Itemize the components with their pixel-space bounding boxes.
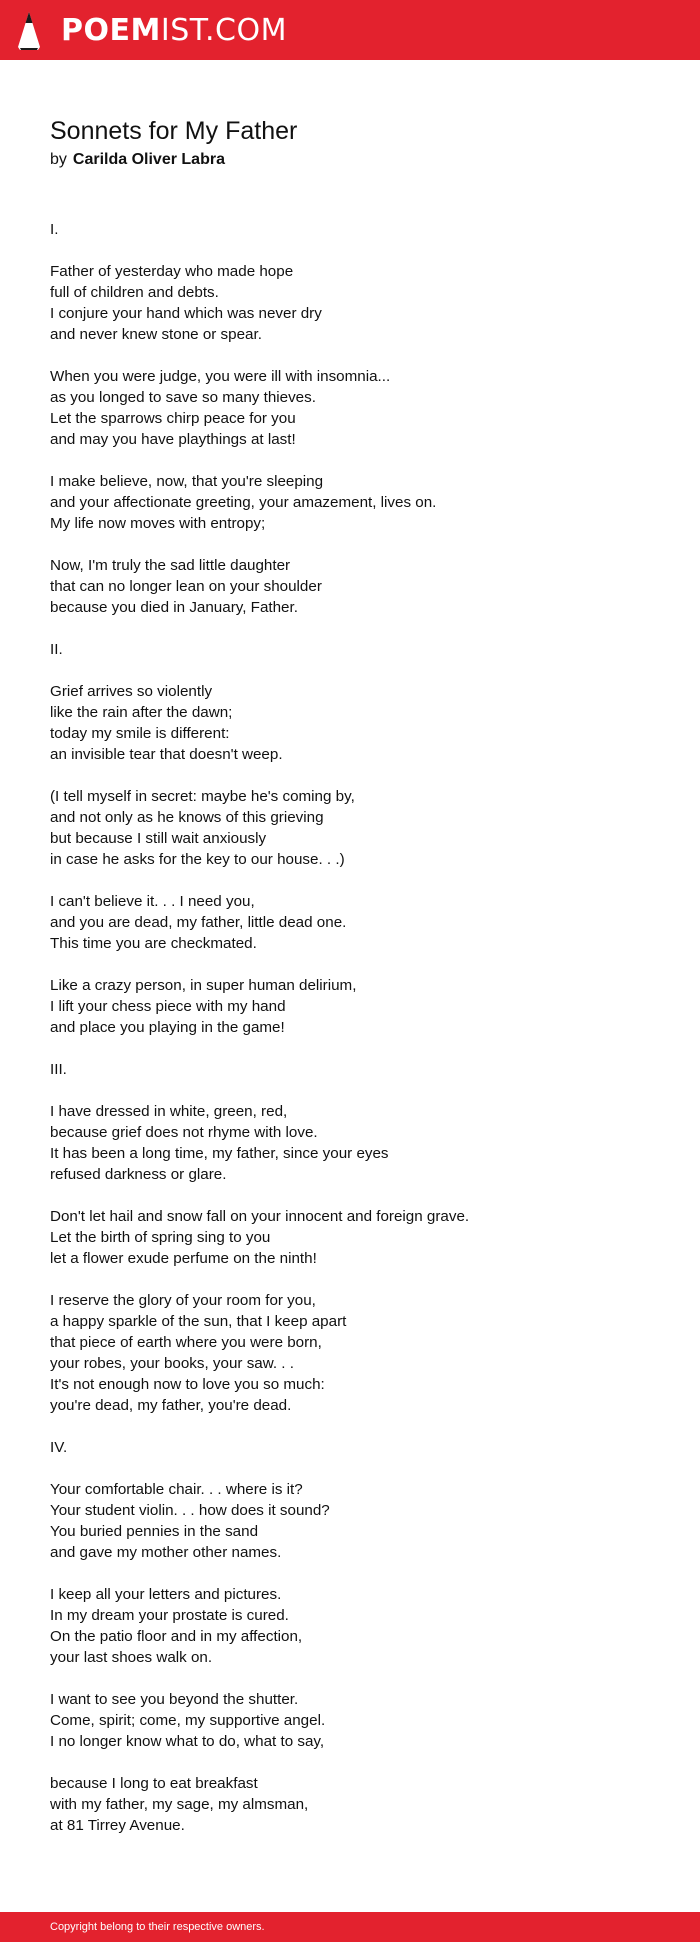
poem-line: Let the birth of spring sing to you (50, 1229, 271, 1246)
poem-line: III. (50, 1061, 67, 1078)
brand-light: IST.COM (160, 13, 287, 48)
poem-line: I no longer know what to do, what to say, (50, 1733, 325, 1750)
poem-line: It has been a long time, my father, since your eyes (50, 1145, 389, 1162)
author-name[interactable]: Carilda Oliver Labra (72, 151, 225, 168)
poem-line: I. (50, 221, 59, 238)
site-footer (0, 1912, 700, 1942)
poem-heading (50, 112, 670, 171)
poem-stanza (50, 681, 670, 765)
poem-line: and place you playing in the game! (50, 1019, 285, 1036)
poem-line: because grief does not rhyme with love. (50, 1124, 318, 1141)
page-title: Sonnets for My Father (50, 117, 298, 145)
poem-stanza (50, 1290, 670, 1416)
poem-line: and your affectionate greeting, your amazement, lives on. (50, 494, 437, 511)
poem-line: like the rain after the dawn; (50, 704, 233, 721)
poem-line: that piece of earth where you were born, (50, 1334, 322, 1351)
poem-line: full of children and debts. (50, 284, 219, 301)
poem-line: that can no longer lean on your shoulder (50, 578, 322, 595)
pencil-logo-icon (17, 11, 41, 51)
poem-line: Come, spirit; come, my supportive angel. (50, 1712, 326, 1729)
poem-line: Your comfortable chair. . . where is it? (50, 1481, 303, 1498)
poem-line: Grief arrives so violently (50, 683, 213, 700)
poem-line: (I tell myself in secret: maybe he's coming by, (50, 788, 355, 805)
poem-line: today my smile is different: (50, 725, 230, 742)
poem-line: and not only as he knows of this grieving (50, 809, 324, 826)
poem-line: When you were judge, you were ill with insomnia... (50, 368, 391, 385)
poem-line: II. (50, 641, 63, 658)
poem-line: but because I still wait anxiously (50, 830, 267, 847)
brand-bold: POEM (61, 13, 161, 48)
poem-body (50, 219, 670, 1857)
poem-stanza (50, 975, 670, 1038)
poem-line: as you longed to save so many thieves. (50, 389, 316, 406)
poem-line: IV. (50, 1439, 68, 1456)
poem-line: and may you have playthings at last! (50, 431, 296, 448)
poem-line: It's not enough now to love you so much: (50, 1376, 325, 1393)
poem-stanza (50, 1206, 670, 1269)
poem-line: refused darkness or glare. (50, 1166, 227, 1183)
poem-stanza (50, 1584, 670, 1668)
poem-line: and gave my mother other names. (50, 1544, 282, 1561)
poem-line: Your student violin. . . how does it sound? (50, 1502, 330, 1519)
poem-stanza (50, 639, 670, 660)
byline (50, 149, 670, 171)
poem-line: This time you are checkmated. (50, 935, 257, 952)
poem-line: because I long to eat breakfast (50, 1775, 258, 1792)
poem-line: In my dream your prostate is cured. (50, 1607, 289, 1624)
poem-stanza (50, 555, 670, 618)
site-logo[interactable] (17, 11, 287, 51)
poem-line: I reserve the glory of your room for you, (50, 1292, 316, 1309)
poem-stanza (50, 366, 670, 450)
poem-stanza (50, 219, 670, 240)
poem-line: Let the sparrows chirp peace for you (50, 410, 296, 427)
poem-line: Now, I'm truly the sad little daughter (50, 557, 291, 574)
poem-stanza (50, 261, 670, 345)
poem-line: a happy sparkle of the sun, that I keep apart (50, 1313, 347, 1330)
poem-line: I lift your chess piece with my hand (50, 998, 286, 1015)
poem-line: let a flower exude perfume on the ninth! (50, 1250, 317, 1267)
poem-stanza (50, 1059, 670, 1080)
poem-stanza (50, 1773, 670, 1836)
copyright-text: Copyright belong to their respective owners. (50, 1921, 265, 1933)
poem-line: I make believe, now, that you're sleeping (50, 473, 324, 490)
poem-line: and you are dead, my father, little dead one. (50, 914, 347, 931)
poem-line: My life now moves with entropy; (50, 515, 266, 532)
poem-line: because you died in January, Father. (50, 599, 298, 616)
poem-stanza (50, 1689, 670, 1752)
site-header (0, 0, 700, 60)
poem-stanza (50, 1101, 670, 1185)
poem-line: an invisible tear that doesn't weep. (50, 746, 283, 763)
poem-line: and never knew stone or spear. (50, 326, 262, 343)
poem-line: I keep all your letters and pictures. (50, 1586, 282, 1603)
by-label: by (50, 151, 67, 168)
poem-line: you're dead, my father, you're dead. (50, 1397, 292, 1414)
poem-line: with my father, my sage, my almsman, (50, 1796, 309, 1813)
poem-line: I conjure your hand which was never dry (50, 305, 322, 322)
site-brand (61, 11, 287, 51)
poem-stanza (50, 1437, 670, 1458)
poem-line: at 81 Tirrey Avenue. (50, 1817, 185, 1834)
poem-line: Don't let hail and snow fall on your innocent and foreign grave. (50, 1208, 470, 1225)
poem-line: your robes, your books, your saw. . . (50, 1355, 294, 1372)
poem-line: You buried pennies in the sand (50, 1523, 259, 1540)
poem-stanza (50, 1479, 670, 1563)
poem-line: I can't believe it. . . I need you, (50, 893, 255, 910)
poem-line: On the patio floor and in my affection, (50, 1628, 303, 1645)
poem-line: I have dressed in white, green, red, (50, 1103, 288, 1120)
poem-stanza (50, 891, 670, 954)
poem-line: Like a crazy person, in super human delirium, (50, 977, 357, 994)
poem-line: Father of yesterday who made hope (50, 263, 294, 280)
poem-stanza (50, 786, 670, 870)
poem-line: in case he asks for the key to our house. . .) (50, 851, 345, 868)
poem-stanza (50, 471, 670, 534)
poem-line: I want to see you beyond the shutter. (50, 1691, 299, 1708)
poem-line: your last shoes walk on. (50, 1649, 213, 1666)
